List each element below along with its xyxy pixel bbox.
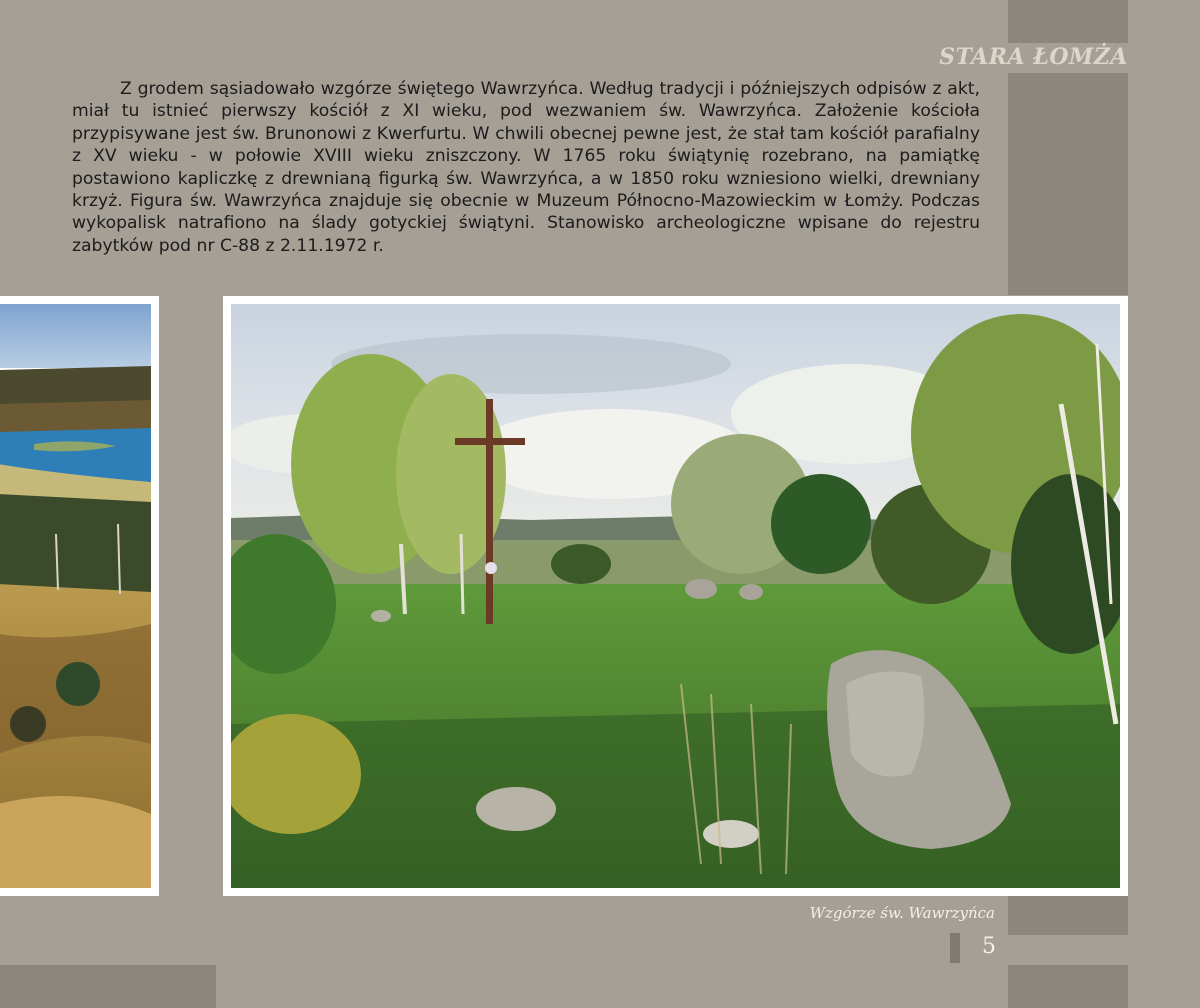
photo-caption: Wzgórze św. Wawrzyńca [809,904,995,922]
photo-frame-left [0,296,159,896]
right-band-bottom [1008,965,1128,1008]
st-lawrence-hill-photo [231,304,1120,888]
article-paragraph: Z grodem sąsiadowało wzgórze świętego Wawrzyńca. Według tradycji i późniejszych odpisów z akt, miał tu istnieć pierwszy kościół z XI wieku, pod wezwaniem św. Wawrzyńca. Założenie kościoła przypisywane jest św. Brunonowi z Kwerfurtu. W chwili obecnej pewne jest, że stał tam kościół parafialny z XV wieku - w połowie XVIII wieku zniszczony. W 1765 roku świątynię rozebrano, na pamiątkę postawiono kapliczkę z drewnianą figurką św. Wawrzyńca, a w 1850 roku wzniesiono wielki, drewniany krzyż. Figura św. Wawrzyńca znajduje się obecnie w Muzeum Północno-Mazowieckim w Łomży. Podczas wykopalisk natrafiono na ślady gotyckiej świątyni. Stanowisko archeologiczne wpisane do rejestru zabytków pod nr C-88 z 2.11.1972 r. [72,79,980,256]
page-number-marker [950,933,960,963]
running-header: STARA ŁOMŻA [939,44,1128,70]
river-valley-photo [0,304,151,888]
page-number: 5 [982,934,996,959]
right-band-middle [1008,73,1128,295]
right-band-lower [1008,895,1128,935]
left-band-bottom [0,965,216,1008]
right-band-top [1008,0,1128,43]
photo-frame-main [223,296,1128,896]
